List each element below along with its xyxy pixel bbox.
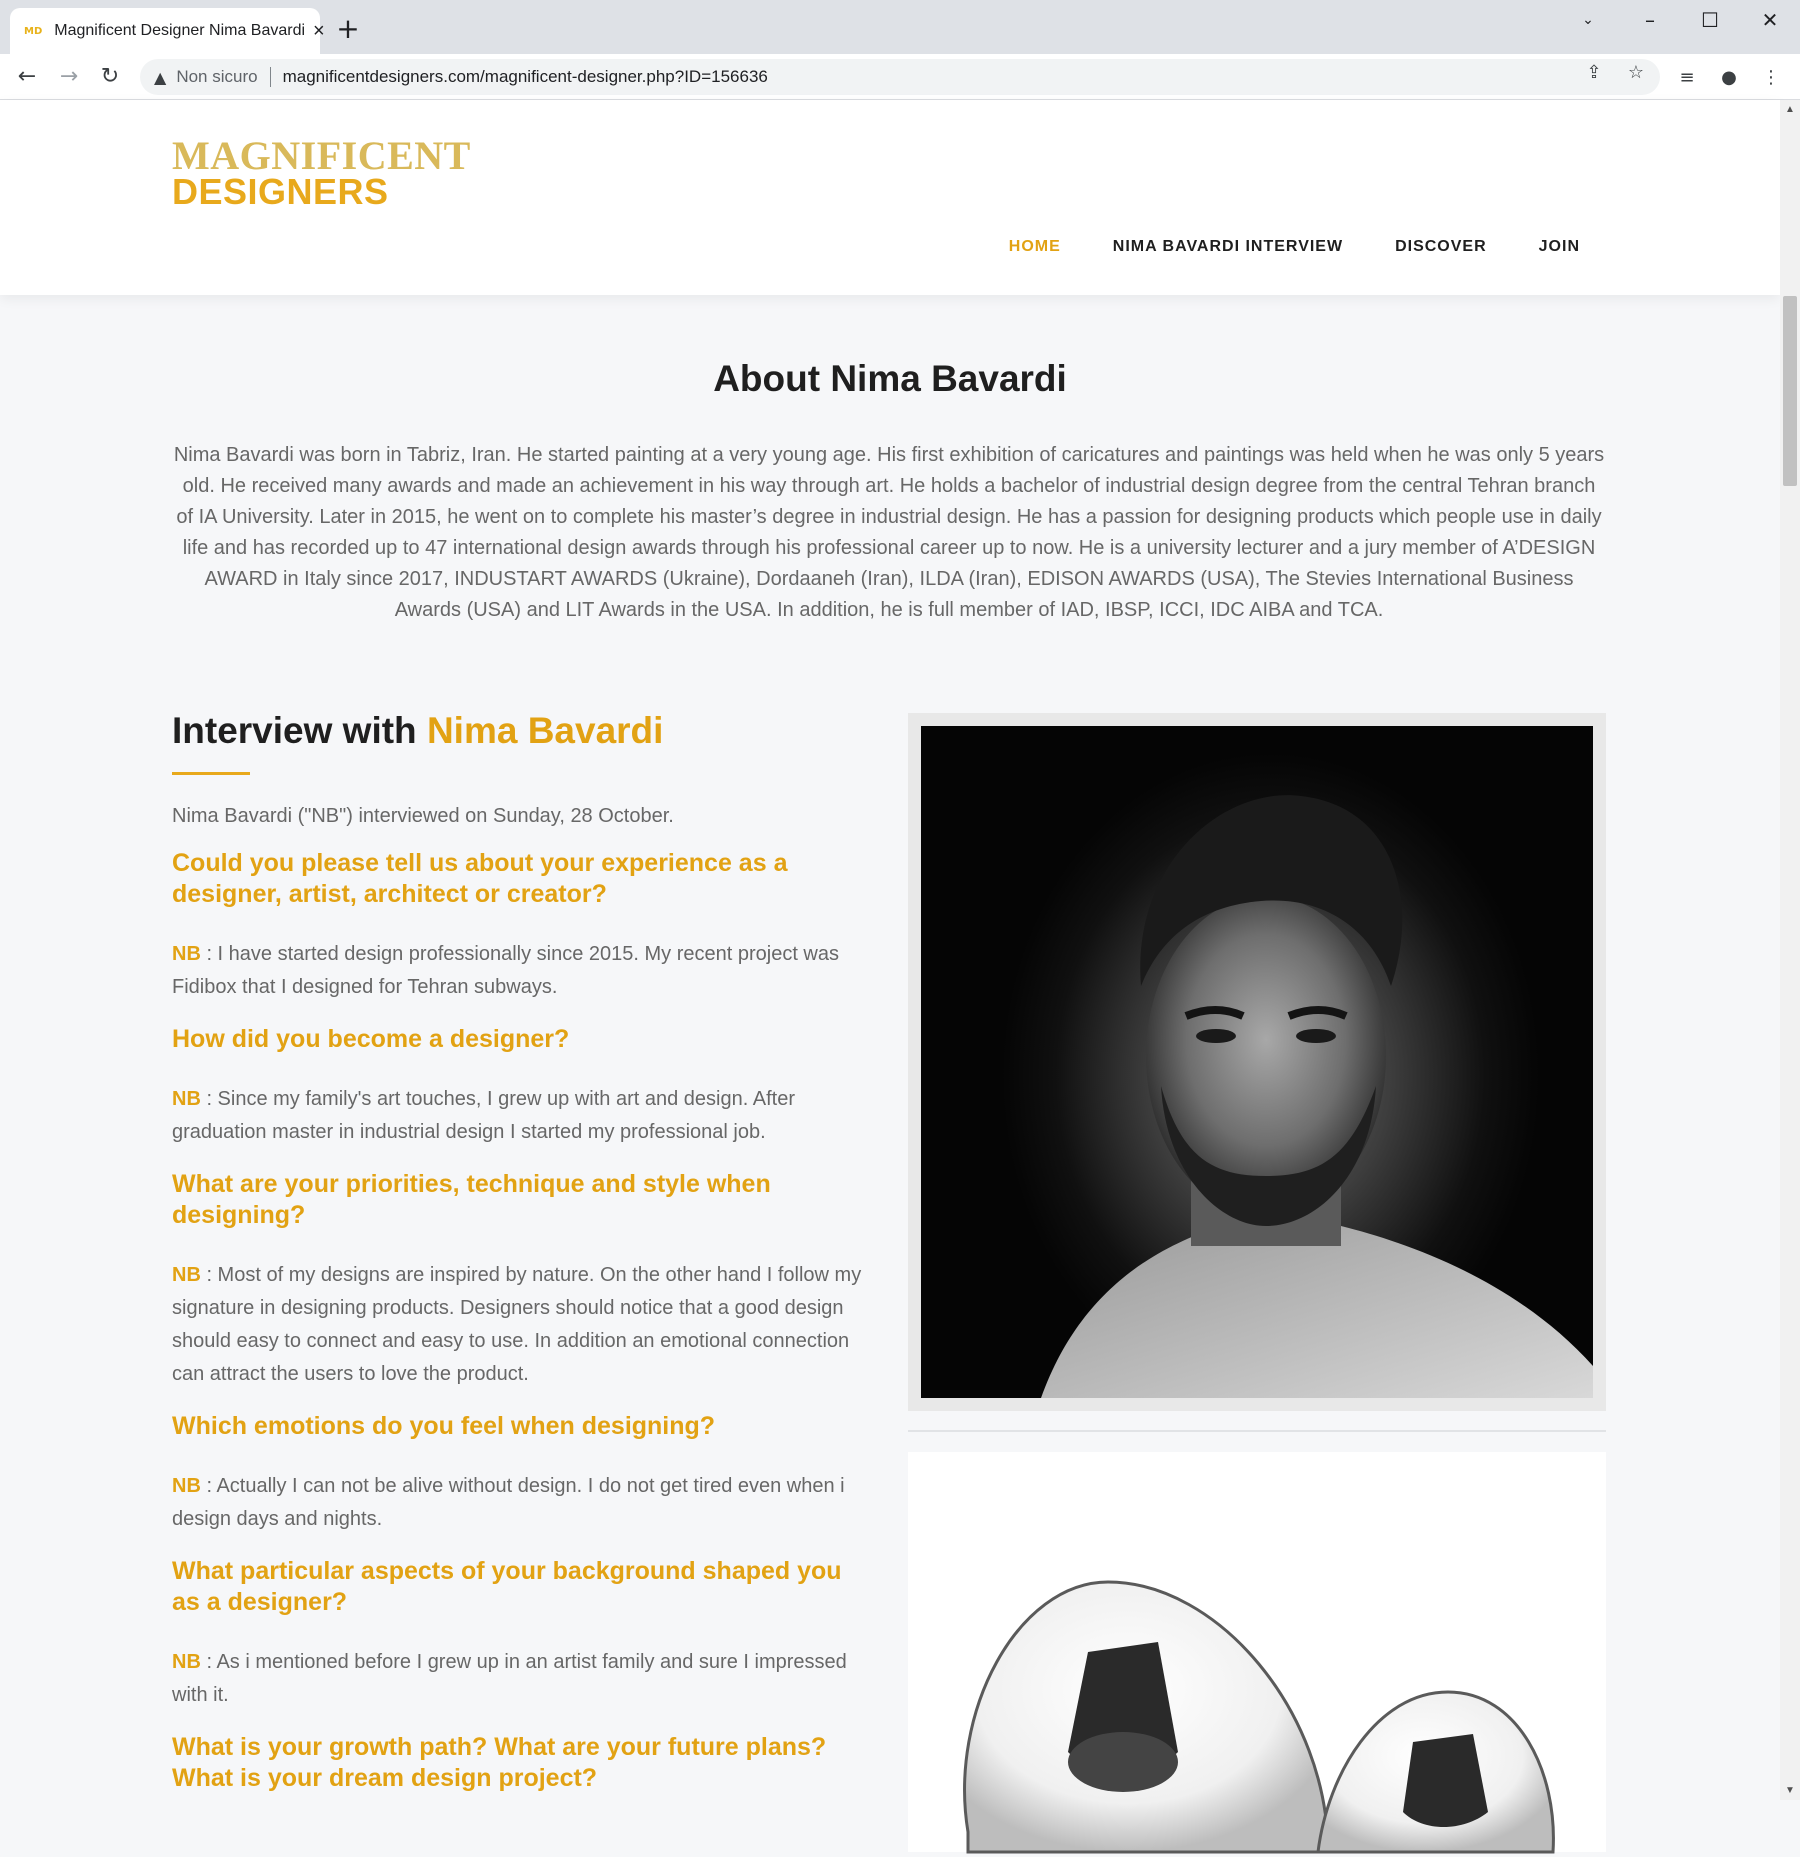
answer: [172, 938, 872, 1004]
question: Could you please tell us about your experience as a designer, artist, architect or creator?: [172, 849, 788, 908]
qa-item: [172, 1732, 872, 1794]
browser-tab[interactable]: [10, 8, 325, 54]
answer: [172, 1083, 872, 1149]
profile-icon[interactable]: ●: [1721, 67, 1737, 88]
qa-item: [172, 1024, 872, 1149]
answer-prefix: NB: [172, 1088, 201, 1110]
answer-prefix: NB: [172, 1651, 201, 1673]
question: Which emotions do you feel when designing?: [172, 1412, 716, 1440]
site-logo[interactable]: [172, 133, 471, 212]
answer-prefix: NB: [172, 1475, 201, 1497]
address-bar[interactable]: [140, 59, 1660, 95]
answer-text: : Actually I can not be alive without design. I do not get tired even when i design days and nights.: [172, 1475, 845, 1530]
title-underline: [172, 772, 250, 775]
scroll-down-icon[interactable]: ▼: [1785, 1785, 1795, 1796]
answer-prefix: NB: [172, 1264, 201, 1286]
nav-discover[interactable]: DISCOVER: [1395, 238, 1487, 255]
star-icon[interactable]: ☆: [1627, 62, 1645, 83]
qa-item: [172, 1556, 872, 1712]
answer-text: : Most of my designs are inspired by nature. On the other hand I follow my signature in designing products. Designers should notice that a good design should easy to connect and easy to use. In addition an emotional connection can attract the users to love the product.: [172, 1264, 862, 1385]
warning-icon[interactable]: ▲: [154, 67, 167, 87]
back-arrow-icon[interactable]: ←: [17, 64, 37, 89]
nav-join[interactable]: JOIN: [1538, 238, 1580, 255]
designer-photo: [921, 726, 1593, 1398]
tab-title: Magnificent Designer Nima Bavardi: [54, 22, 306, 39]
qa-item: [172, 1411, 872, 1536]
answer: [172, 1259, 872, 1391]
answer: [172, 1646, 872, 1712]
interview-title-name: Nima Bavardi: [426, 710, 664, 751]
question: What particular aspects of your background shaped you as a designer?: [172, 1557, 842, 1616]
page-viewport: [0, 100, 1780, 1800]
tab-search-icon[interactable]: ⌄: [1582, 12, 1594, 28]
scrollbar-thumb[interactable]: [1783, 296, 1797, 486]
scroll-up-icon[interactable]: ▲: [1785, 104, 1795, 115]
interview-meta: Nima Bavardi ("NB") interviewed on Sunday, 28 October.: [172, 805, 674, 827]
answer: [172, 1470, 872, 1536]
maximize-icon[interactable]: ☐: [1701, 8, 1719, 32]
question: What is your growth path? What are your future plans? What is your dream design project?: [172, 1733, 827, 1792]
nav-home[interactable]: HOME: [1008, 238, 1061, 255]
tab-close-icon[interactable]: ×: [313, 20, 325, 42]
about-text: Nima Bavardi was born in Tabriz, Iran. He started painting at a very young age. His first exhibition of caricatures and paintings was held when he was only 5 years old. He received many awards and made an achievement in his way through art. He holds a bachelor of industrial design degree from the central Tehran branch of IA University. Later in 2015, he went on to complete his master’s degree in industrial design. He has a passion for designing products which people use in daily life and has recorded up to 47 international design awards through his professional career up to now. He is a university lecturer and a jury member of A’DESIGN AWARD in Italy since 2017, INDUSTART AWARDS (Ukraine), Dordaaneh (Iran), ILDA (Iran), EDISON AWARDS (USA), The Stevies International Business Awards (USA) and LIT Awards in the USA. In addition, he is full member of IAD, IBSP, ICCI, IDC AIBA and TCA.: [173, 444, 1605, 621]
address-separator: [270, 67, 271, 87]
question: What are your priorities, technique and style when designing?: [172, 1170, 771, 1229]
menu-icon[interactable]: ⋮: [1762, 67, 1780, 88]
url-text[interactable]: magnificentdesigners.com/magnificent-designer.php?ID=156636: [282, 67, 768, 86]
about-title: [0, 358, 1780, 400]
qa-item: [172, 1169, 872, 1391]
playlist-icon[interactable]: ≡: [1679, 67, 1695, 88]
share-icon[interactable]: ⇪: [1586, 62, 1602, 83]
product-illustration: [908, 1452, 1606, 1852]
about-title-name: Nima Bavardi: [830, 358, 1067, 399]
interview-title: [172, 710, 872, 752]
designer-photo-frame: [908, 713, 1606, 1411]
page-scrollbar[interactable]: [1780, 100, 1800, 1800]
answer-text: : Since my family's art touches, I grew up with art and design. After graduation master in industrial design I started my professional job.: [172, 1088, 795, 1143]
site-favicon-icon: MD: [24, 25, 43, 37]
tab-strip: [0, 0, 1800, 54]
close-window-icon[interactable]: ✕: [1761, 8, 1779, 32]
answer-prefix: NB: [172, 943, 201, 965]
answer-text: : I have started design professionally since 2015. My recent project was Fidibox that I designed for Tehran subways.: [172, 943, 839, 998]
interview-column: [172, 710, 872, 1794]
minimize-icon[interactable]: –: [1645, 8, 1655, 32]
browser-toolbar: [0, 54, 1800, 100]
reload-icon[interactable]: ↻: [100, 64, 120, 89]
question: How did you become a designer?: [172, 1025, 570, 1053]
qa-item: [172, 848, 872, 1004]
image-divider: [908, 1430, 1606, 1432]
main-nav: [1009, 238, 1580, 256]
security-label[interactable]: Non sicuro: [176, 67, 258, 86]
answer-text: : As i mentioned before I grew up in an artist family and sure I impressed with it.: [172, 1651, 847, 1706]
nav-interview[interactable]: NIMA BAVARDI INTERVIEW: [1112, 238, 1344, 255]
about-title-prefix: About: [713, 358, 831, 399]
portrait-illustration: [921, 726, 1593, 1398]
product-image: [908, 1452, 1606, 1852]
site-header: [0, 100, 1780, 295]
interview-title-prefix: Interview with: [172, 710, 427, 751]
logo-line-1: MAGNIFICENT: [172, 133, 471, 178]
new-tab-button[interactable]: +: [336, 12, 360, 45]
forward-arrow-icon[interactable]: →: [59, 64, 79, 89]
logo-line-2: DESIGNERS: [172, 171, 389, 212]
